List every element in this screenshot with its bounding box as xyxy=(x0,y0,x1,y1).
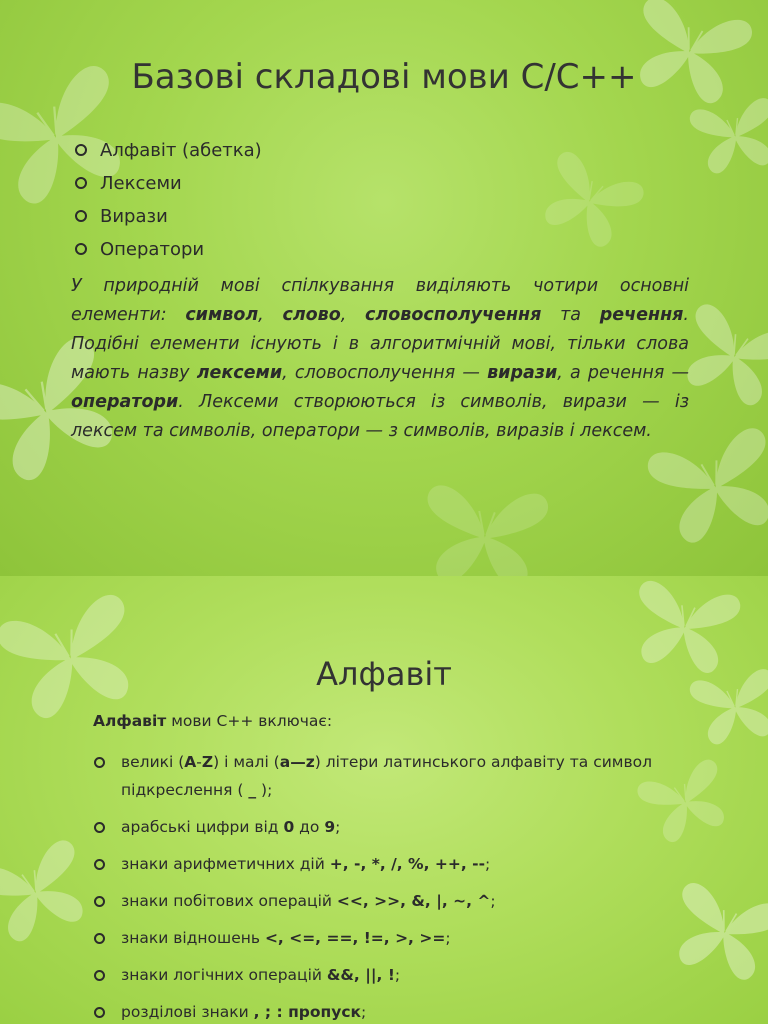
bullet-ring-icon xyxy=(94,1007,105,1018)
components-list xyxy=(74,134,262,266)
slide-title: Базові складові мови С/С++ xyxy=(131,56,637,97)
bullet-ring-icon xyxy=(75,243,87,255)
bullet-ring-icon xyxy=(94,970,105,981)
slide-title: Алфавіт xyxy=(316,655,452,694)
butterfly-decoration xyxy=(395,463,576,576)
bullet-ring-icon xyxy=(75,210,87,222)
list-item: розділові знаки , ; : пропуск; xyxy=(93,998,663,1024)
intro-text: Алфавіт мови С++ включає: xyxy=(93,712,333,730)
list-item: знаки логічних операцій &&, ||, !; xyxy=(93,961,663,989)
list-item: Оператори xyxy=(74,233,262,266)
bullet-ring-icon xyxy=(94,896,105,907)
description-paragraph: У природній мові спілкування виділяють чотири основні елементи: символ, слово, словосполучення та речення. Подібні елементи існують і в алгоритмічній мові, тільки слова мають назву лексеми, словосполучення — вирази, а речення — оператори. Лексеми створюються із символів, вирази — із лексем та символів, оператори — з символів, виразів і лексем. xyxy=(71,276,689,441)
slide-2 xyxy=(0,576,768,1024)
butterfly-decoration xyxy=(683,83,768,187)
bullet-ring-icon xyxy=(75,177,87,189)
butterfly-decoration xyxy=(658,864,768,999)
alphabet-list xyxy=(93,748,663,1024)
list-item: знаки побітових операцій <<, >>, &, |, ~, ^; xyxy=(93,887,663,915)
list-item: знаки арифметичних дій +, -, *, /, %, ++, --; xyxy=(93,850,663,878)
bullet-ring-icon xyxy=(94,757,105,768)
list-item: арабські цифри від 0 до 9; xyxy=(93,813,663,841)
list-item: знаки відношень <, <=, ==, !=, >, >=; xyxy=(93,924,663,952)
list-item: Лексеми xyxy=(74,167,262,200)
list-item: Алфавіт (абетка) xyxy=(74,134,262,167)
bullet-ring-icon xyxy=(75,144,87,156)
butterfly-decoration xyxy=(524,134,657,267)
list-item: Вирази xyxy=(74,200,262,233)
bullet-ring-icon xyxy=(94,933,105,944)
bullet-ring-icon xyxy=(94,822,105,833)
list-item: великі (A-Z) і малі (a—z) літери латинського алфавіту та символ підкреслення ( _ ); xyxy=(93,748,663,804)
bullet-ring-icon xyxy=(94,859,105,870)
